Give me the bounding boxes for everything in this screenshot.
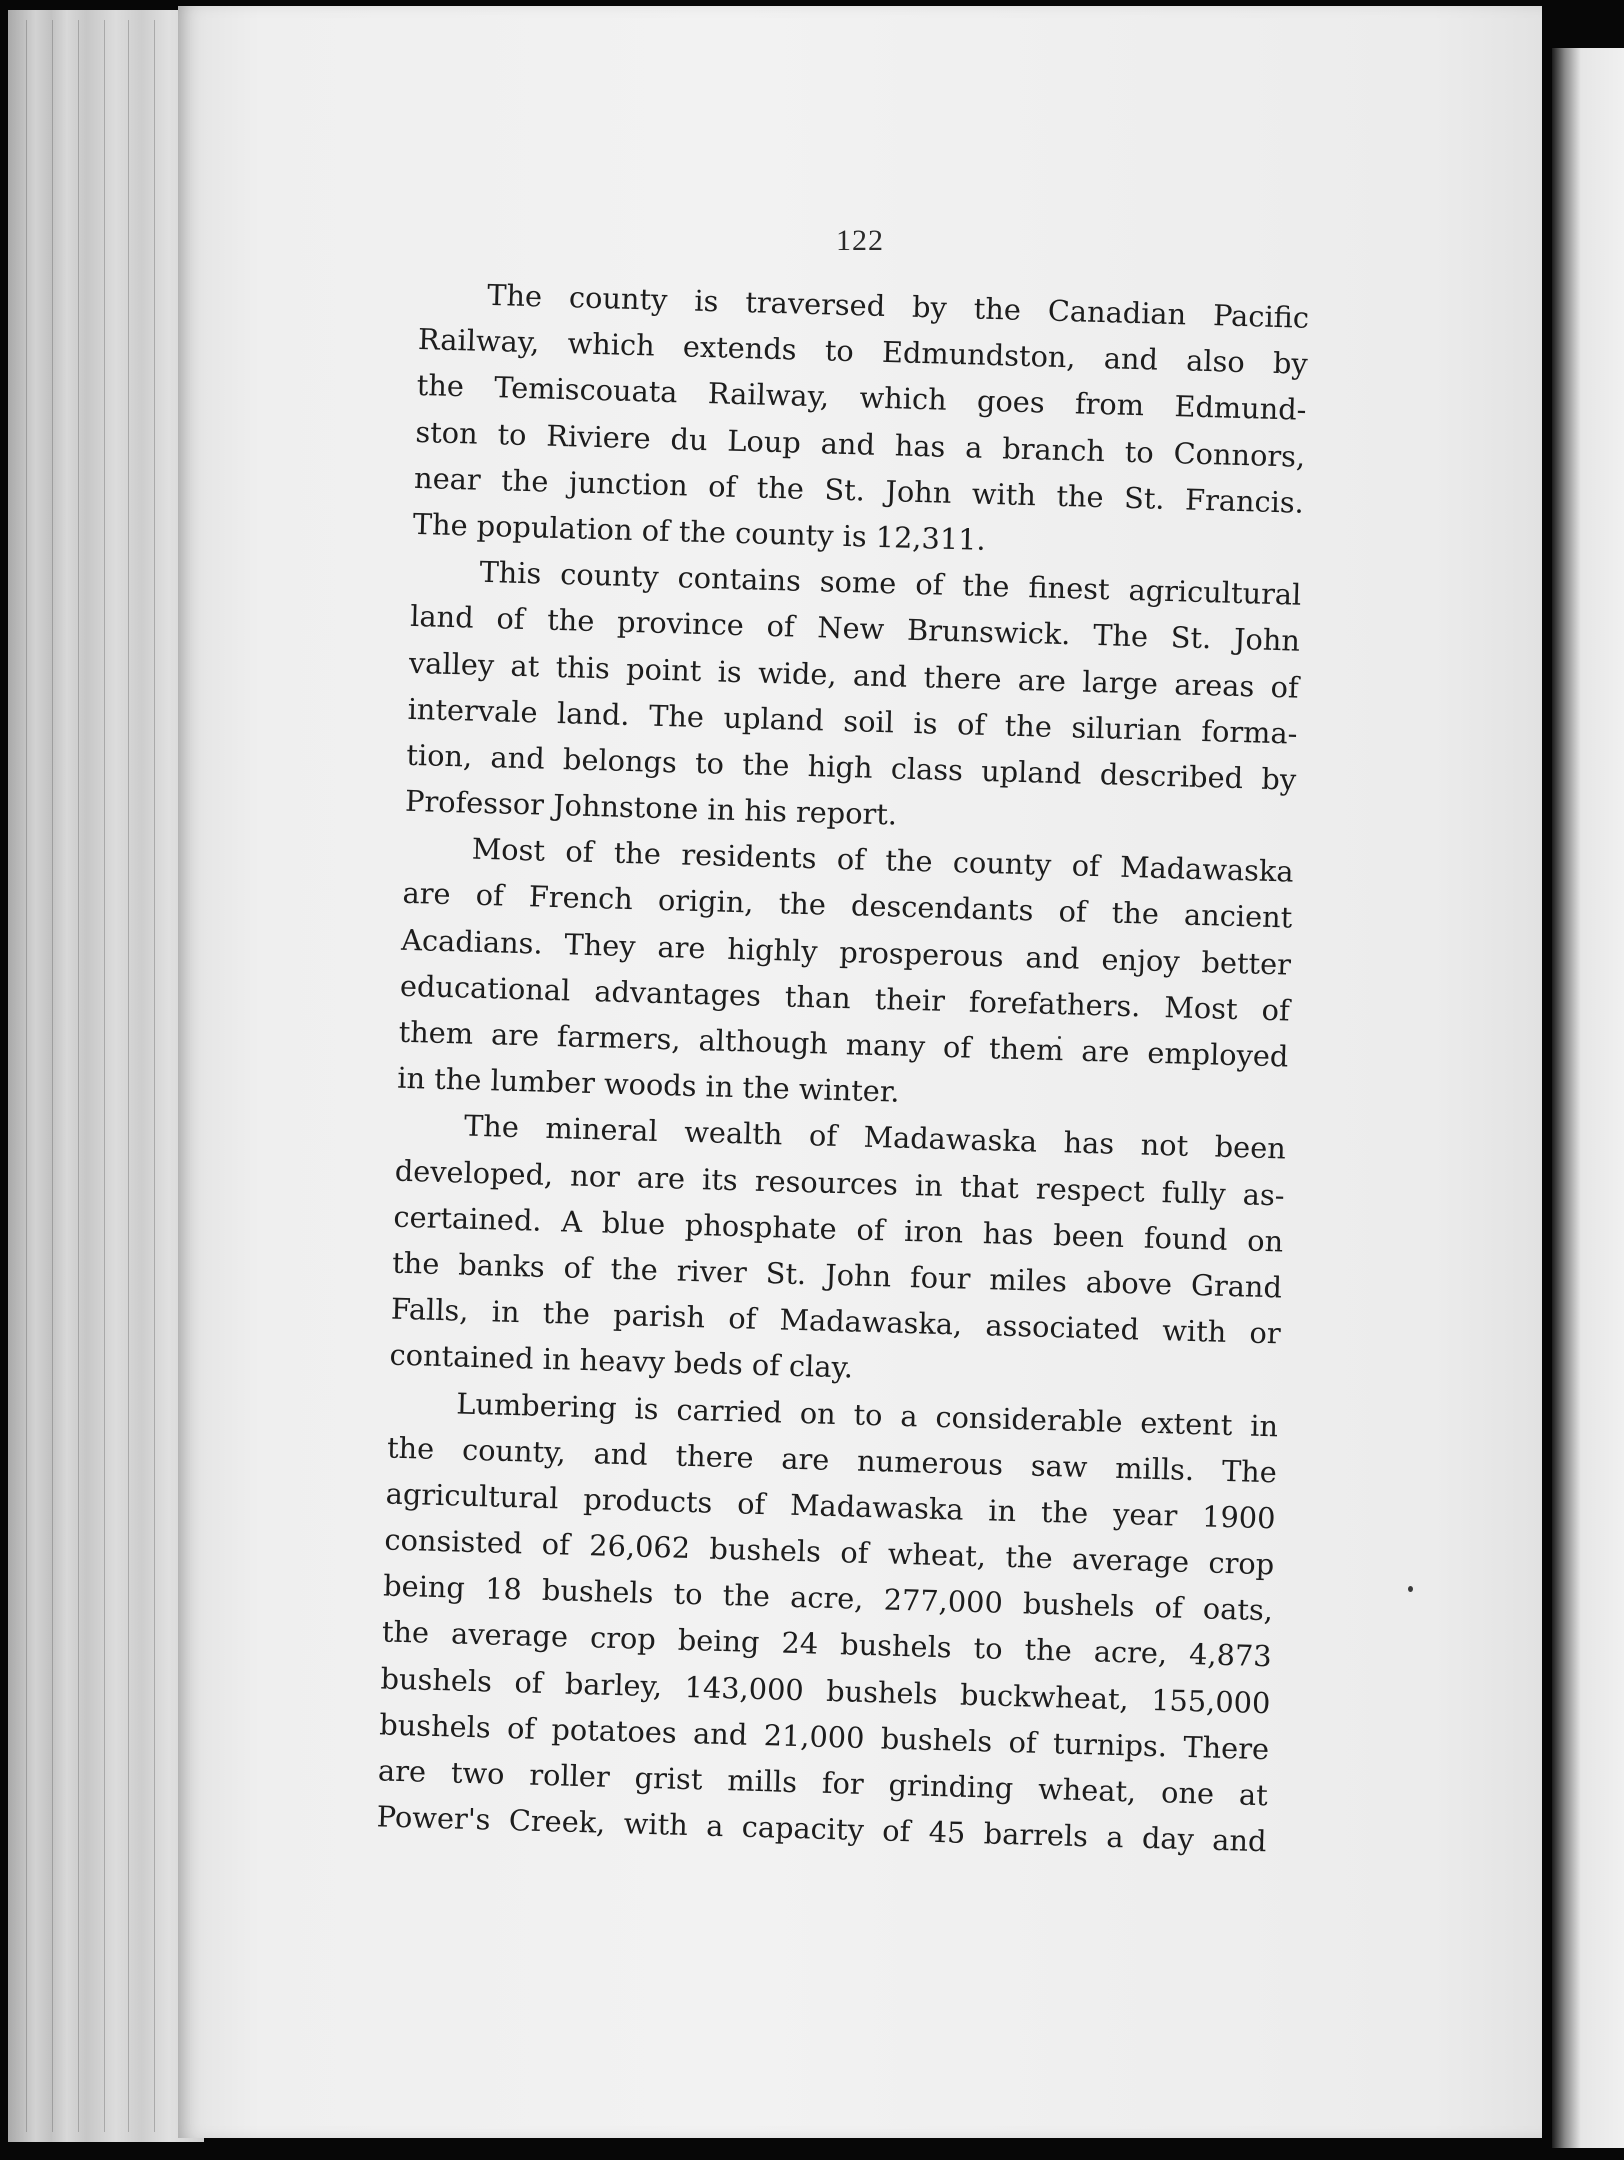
text-line: them are farmers, although many of them are employed [398, 1014, 1289, 1074]
text-line: Falls, in the parish of Madawaska, associated with or [390, 1291, 1282, 1351]
text-line: the Temiscouata Railway, which goes from Edmund- [416, 368, 1307, 428]
text-line: the average crop being 24 bushels to the acre, 4,873 [381, 1614, 1273, 1674]
text-line: developed, nor are its resources in that respect fully as- [394, 1153, 1285, 1213]
facing-page-edge [1552, 48, 1624, 2148]
text-line: The population of the county is 12,311. [412, 506, 987, 557]
page-edge-stack [8, 10, 204, 2142]
paragraph-residents [397, 824, 1294, 1126]
page-edge-line [104, 20, 105, 2132]
page-edge-line [52, 20, 53, 2132]
text-line: Professor Johnstone in his report. [404, 783, 898, 832]
text-line: Power's Creek, with a capacity of 45 barrels a day and [376, 1799, 1267, 1859]
page-edge-line [154, 20, 155, 2132]
text-line: near the junction of the St. John with the St. Francis. [413, 460, 1305, 520]
text-line: are of French origin, the descendants of the ancient [402, 876, 1293, 936]
text-line: intervale land. The upland soil is of the silurian forma- [407, 691, 1298, 751]
text-line: land of the province of New Brunswick. The St. John [409, 599, 1301, 659]
text-line: being 18 bushels to the acre, 277,000 bushels of oats, [382, 1568, 1274, 1628]
text-line: are two roller grist mills for grinding wheat, one at [377, 1753, 1269, 1813]
text-line: in the lumber woods in the winter. [396, 1060, 901, 1109]
paper-speck [1408, 1586, 1413, 1592]
text-line: agricultural products of Madawaska in the year 1900 [385, 1476, 1276, 1536]
page-edge-line [128, 20, 129, 2132]
text-line: This county contains some of the finest agricultural [479, 554, 1302, 612]
text-line: the banks of the river St. John four miles above Grand [391, 1245, 1283, 1305]
text-line: ston to Riviere du Loup and has a branch to Connors, [415, 414, 1306, 474]
body-text [376, 270, 1310, 1865]
page-edge-line [78, 20, 79, 2132]
text-line: tion, and belongs to the high class upland described by [405, 737, 1297, 797]
page-number: 122 [836, 224, 884, 257]
text-line: certained. A blue phosphate of iron has been found on [393, 1199, 1284, 1259]
text-line: bushels of barley, 143,000 bushels buckwheat, 155,000 [380, 1661, 1271, 1720]
text-line: the county, and there are numerous saw mills. The [386, 1430, 1278, 1490]
text-line: Acadians. They are highly prosperous and enjoy better [400, 922, 1292, 982]
paragraph-mineral-wealth [389, 1101, 1286, 1403]
text-line: educational advantages than their forefathers. Most of [399, 968, 1291, 1028]
paragraph-railways [412, 270, 1309, 572]
text-line: The county is traversed by the Canadian Pacific [486, 277, 1310, 335]
text-line: bushels of potatoes and 21,000 bushels of turnips. There [378, 1707, 1270, 1767]
text-line: Lumbering is carried on to a considerable extent in [455, 1385, 1279, 1443]
text-line: Most of the residents of the county of Madawaska [471, 831, 1295, 889]
paragraph-agricultural-land [405, 547, 1302, 849]
text-line: valley at this point is wide, and there are large areas of [408, 645, 1300, 705]
text-line: consisted of 26,062 bushels of wheat, the average crop [384, 1522, 1275, 1582]
text-line: Railway, which extends to Edmundston, and also by [417, 322, 1309, 382]
page-edge-line [26, 20, 27, 2132]
text-line: contained in heavy beds of clay. [389, 1337, 854, 1385]
text-line: The mineral wealth of Madawaska has not been [463, 1108, 1287, 1166]
paragraph-lumbering [376, 1378, 1279, 1865]
